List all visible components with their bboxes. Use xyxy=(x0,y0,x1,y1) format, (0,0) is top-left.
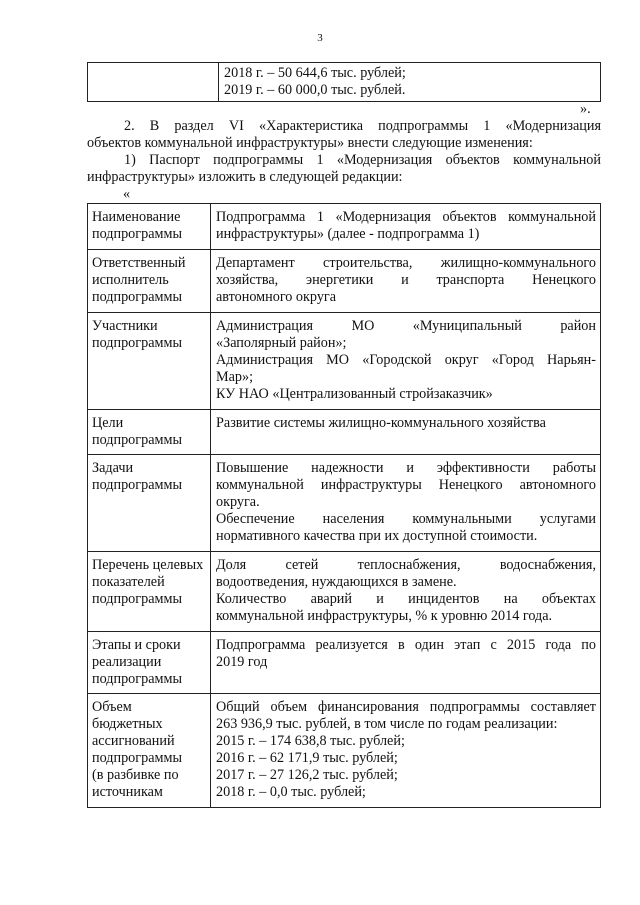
row-label-line: (в разбивке по xyxy=(92,767,179,783)
row-value-line: 2016 г. – 62 171,9 тыс. рублей; xyxy=(216,750,398,766)
funding-line: 2019 г. – 60 000,0 тыс. рублей. xyxy=(224,82,406,98)
row-value-line: Общий объем финансирования подпрограммы составляет xyxy=(216,699,596,715)
row-label-line: Участники xyxy=(92,318,158,334)
continued-table xyxy=(87,62,601,102)
row-value-line: 263 936,9 тыс. рублей, в том числе по годам реализации: xyxy=(216,716,558,732)
text-line: инфраструктуры» изложить в следующей редакции: xyxy=(87,169,403,185)
text-line: 2. В раздел VI «Характеристика подпрограммы 1 «Модернизация xyxy=(124,118,601,134)
row-value-line: Развитие системы жилищно-коммунального хозяйства xyxy=(216,415,546,431)
row-value-line: 2019 год xyxy=(216,654,268,670)
row-value-line: коммунальной инфраструктуры Ненецкого автономного xyxy=(216,477,596,493)
opening-quote: « xyxy=(123,186,131,202)
table-row xyxy=(88,204,601,250)
funding-line: 2018 г. – 50 644,6 тыс. рублей; xyxy=(224,65,406,81)
row-label-line: подпрограммы xyxy=(92,671,182,687)
row-label-cell xyxy=(88,313,211,410)
row-value-cell xyxy=(211,455,601,552)
row-value-line: КУ НАО «Централизованный стройзаказчик» xyxy=(216,386,493,402)
row-value-cell xyxy=(211,313,601,410)
row-value-line: Доля сетей теплоснабжения, водоснабжения, xyxy=(216,557,596,573)
row-label-line: исполнитель xyxy=(92,272,169,288)
row-label-line: Перечень целевых xyxy=(92,557,204,573)
row-value-line: Подпрограмма реализуется в один этап с 2015 года по xyxy=(216,637,596,653)
row-label-line: Задачи xyxy=(92,460,134,476)
row-value-line: Мар»; xyxy=(216,369,254,385)
row-label-cell xyxy=(88,204,211,250)
table-row xyxy=(88,313,601,410)
row-label-line: бюджетных xyxy=(92,716,163,732)
row-value-line: хозяйства, энергетики и транспорта Ненецкого xyxy=(216,272,596,288)
row-label-line: подпрограммы xyxy=(92,289,182,305)
row-value-line: Количество аварий и инцидентов на объектах xyxy=(216,591,596,607)
table-row xyxy=(88,455,601,552)
row-value-cell xyxy=(211,694,601,808)
closing-quote: ». xyxy=(580,101,591,117)
text-line: объектов коммунальной инфраструктуры» внести следующие изменения: xyxy=(87,135,533,151)
table-row xyxy=(88,410,601,455)
row-value-line: Подпрограмма 1 «Модернизация объектов коммунальной xyxy=(216,209,596,225)
row-label-cell xyxy=(88,455,211,552)
page-number: 3 xyxy=(317,32,323,44)
row-label-line: подпрограммы xyxy=(92,591,182,607)
table-row xyxy=(88,632,601,694)
row-value-cell xyxy=(211,552,601,632)
row-value-line: Администрация МО «Муниципальный район xyxy=(216,318,596,334)
row-label-line: Наименование xyxy=(92,209,181,225)
table-row xyxy=(88,63,601,102)
row-label-line: подпрограммы xyxy=(92,432,182,448)
row-label-line: Этапы и сроки xyxy=(92,637,181,653)
row-label-cell xyxy=(88,410,211,455)
table-row xyxy=(88,250,601,313)
passport-table xyxy=(87,203,601,808)
row-value-line: Администрация МО «Городской округ «Город Нарьян- xyxy=(216,352,596,368)
row-value-cell xyxy=(211,410,601,455)
row-value-cell xyxy=(211,632,601,694)
row-value-line: «Заполярный район»; xyxy=(216,335,347,351)
row-label-line: подпрограммы xyxy=(92,477,182,493)
row-value-line: коммунальной инфраструктуры, % к уровню 2014 года. xyxy=(216,608,553,624)
row-value-line: водоотведения, нуждающихся в замене. xyxy=(216,574,457,590)
table-row xyxy=(88,552,601,632)
row-value-line: 2018 г. – 0,0 тыс. рублей; xyxy=(216,784,366,800)
row-value-line: Повышение надежности и эффективности работы xyxy=(216,460,596,476)
row-value-cell xyxy=(211,204,601,250)
row-value-line: нормативного качества при их доступной стоимости. xyxy=(216,528,538,544)
row-label-cell xyxy=(88,552,211,632)
row-label-line: Ответственный xyxy=(92,255,186,271)
text-line: 1) Паспорт подпрограммы 1 «Модернизация объектов коммунальной xyxy=(124,152,601,168)
row-label-line: источникам xyxy=(92,784,163,800)
row-label-line: ассигнований xyxy=(92,733,175,749)
row-label-line: реализации xyxy=(92,654,162,670)
row-label-line: подпрограммы xyxy=(92,335,182,351)
row-label-line: подпрограммы xyxy=(92,226,182,242)
row-label-cell xyxy=(88,250,211,313)
row-label-line: показателей xyxy=(92,574,165,590)
table-row xyxy=(88,694,601,808)
row-value-line: инфраструктуры» (далее - подпрограмма 1) xyxy=(216,226,480,242)
row-label-cell xyxy=(88,694,211,808)
row-value-cell xyxy=(211,250,601,313)
row-value-line: округа. xyxy=(216,494,260,510)
amendment-paragraph xyxy=(87,118,601,152)
row-label-cell xyxy=(88,632,211,694)
funding-cell xyxy=(219,63,601,102)
row-value-line: 2015 г. – 174 638,8 тыс. рублей; xyxy=(216,733,405,749)
row-value-line: 2017 г. – 27 126,2 тыс. рублей; xyxy=(216,767,398,783)
passport-paragraph xyxy=(87,152,601,186)
row-label-line: подпрограммы xyxy=(92,750,182,766)
empty-label-cell xyxy=(88,63,219,102)
row-value-line: Обеспечение населения коммунальными услугами xyxy=(216,511,596,527)
row-value-line: автономного округа xyxy=(216,289,337,305)
row-label-line: Цели xyxy=(92,415,124,431)
row-value-line: Департамент строительства, жилищно-коммунального xyxy=(216,255,596,271)
row-label-line: Объем xyxy=(92,699,132,715)
